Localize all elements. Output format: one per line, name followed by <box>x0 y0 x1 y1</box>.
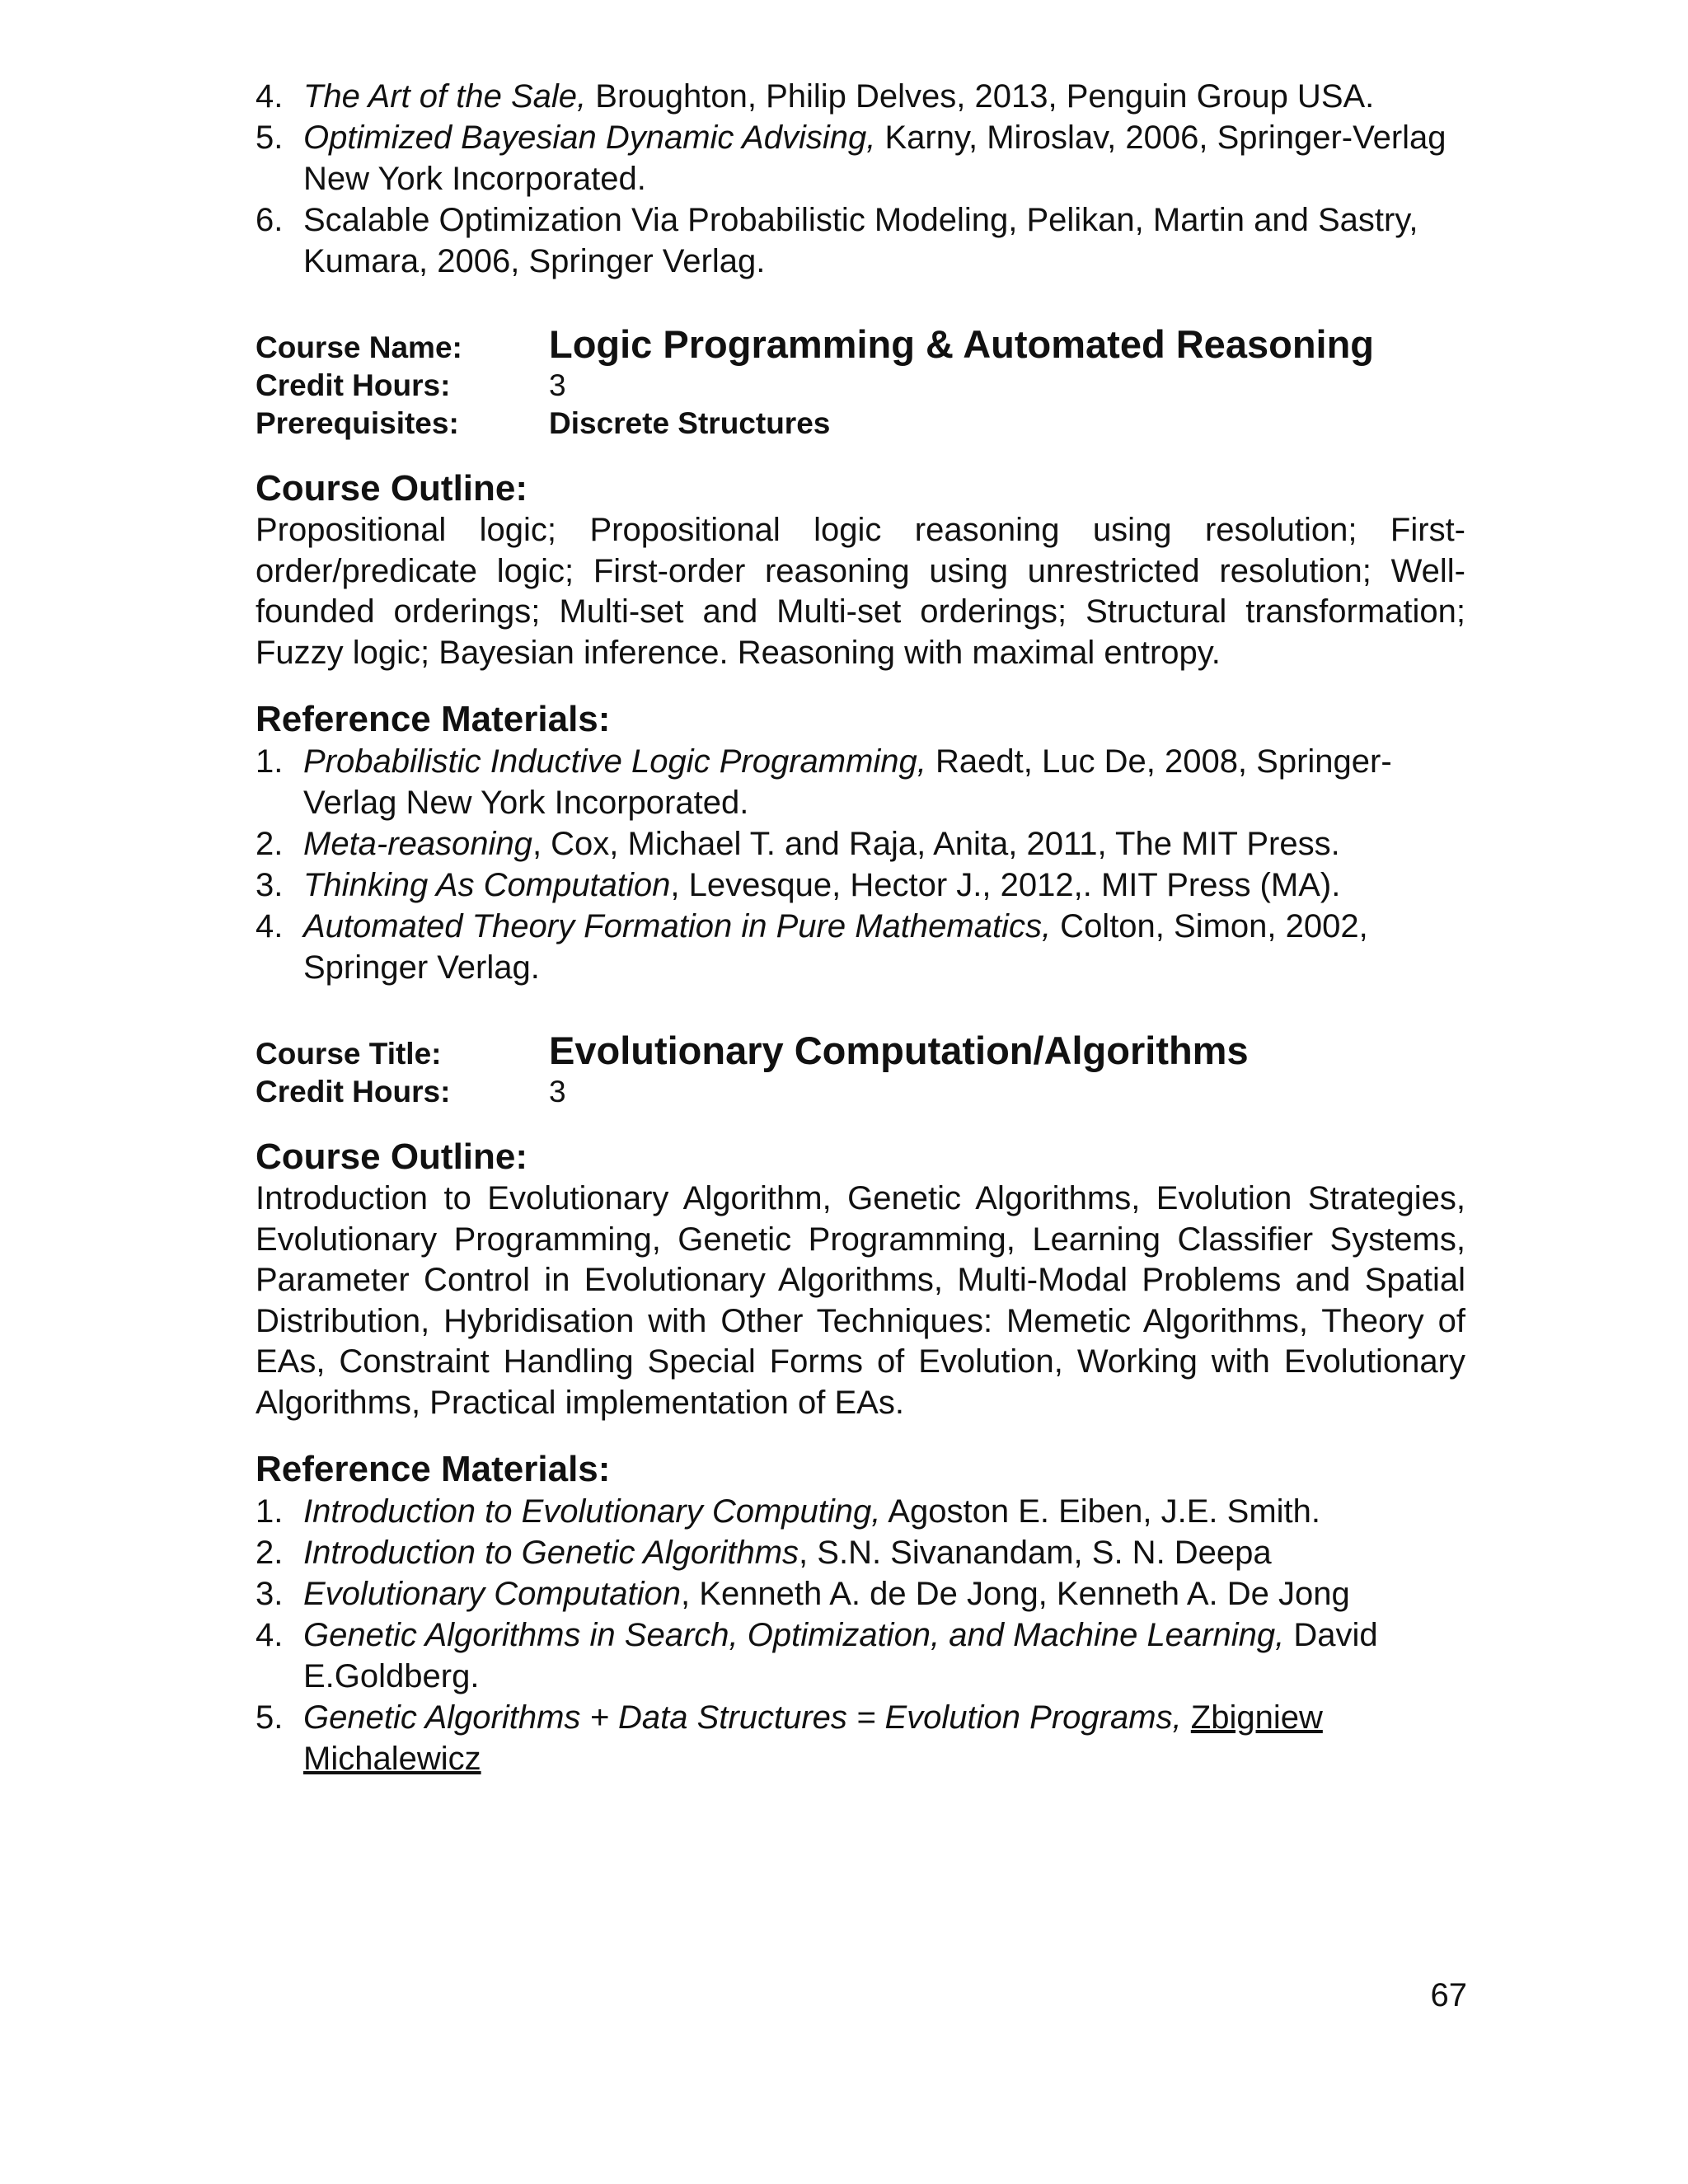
book-details: Raedt, Luc De, 2008, Springer-Verlag New York Incorporated. <box>303 743 1392 821</box>
list-item <box>256 1491 1465 1532</box>
reference-list <box>256 1491 1465 1779</box>
list-number: 3. <box>256 867 284 903</box>
course-title-label: Course Title: <box>256 1037 442 1071</box>
document-page <box>256 76 1465 1779</box>
book-title: Genetic Algorithms in Search, Optimization, and Machine Learning, <box>303 1617 1285 1653</box>
course-name-row <box>256 322 1465 367</box>
book-title: Genetic Algorithms + Data Structures = Evolution Programs, <box>303 1699 1182 1736</box>
list-number: 3. <box>256 1576 284 1612</box>
list-item <box>256 1697 1465 1779</box>
reference-materials-heading: Reference Materials: <box>256 1449 611 1489</box>
course-logic-programming <box>256 322 1465 988</box>
list-item <box>256 1532 1465 1573</box>
list-number: 4. <box>256 908 284 944</box>
book-title: The Art of the Sale, <box>303 78 587 115</box>
book-details: , Cox, Michael T. and Raja, Anita, 2011, The MIT Press. <box>532 826 1340 862</box>
book-details: , Kenneth A. de De Jong, Kenneth A. De Jong <box>681 1576 1350 1612</box>
book-details: Scalable Optimization Via Probabilistic Modeling, Pelikan, Martin and Sastry, Kumara, 2006, Springer Verlag. <box>303 202 1418 279</box>
list-number: 2. <box>256 826 284 862</box>
book-title: Probabilistic Inductive Logic Programming, <box>303 743 926 780</box>
course-title-row <box>256 1031 1465 1073</box>
list-number: 5. <box>256 120 284 156</box>
list-number: 1. <box>256 1493 284 1530</box>
list-number: 4. <box>256 1617 284 1653</box>
course-outline-heading: Course Outline: <box>256 1137 528 1177</box>
list-item <box>256 741 1465 823</box>
list-item <box>256 906 1465 988</box>
book-details: Broughton, Philip Delves, 2013, Penguin Group USA. <box>586 78 1375 115</box>
list-number: 1. <box>256 743 284 780</box>
book-title: Evolutionary Computation <box>303 1576 682 1612</box>
reference-list <box>256 741 1465 988</box>
list-item <box>256 1615 1465 1697</box>
list-item <box>256 76 1465 117</box>
course-outline-text: Propositional logic; Propositional logic reasoning using resolution; First-order/predicate logic; First-order reasoning using unrestricted resolution; Well-founded orderings; Multi-set and Multi-set orderings; Structural transformation; Fuzzy logic; Bayesian inference. Reasoning with maximal entropy. <box>256 512 1465 671</box>
book-details <box>1182 1699 1191 1736</box>
book-title: Introduction to Genetic Algorithms <box>303 1535 799 1571</box>
prerequisites-row <box>256 405 1465 443</box>
credit-hours-row <box>256 1073 1465 1111</box>
book-details: Colton, Simon, 2002, Springer Verlag. <box>303 908 1368 986</box>
course-name-label: Course Name: <box>256 330 462 364</box>
list-number: 2. <box>256 1535 284 1571</box>
list-item <box>256 199 1465 282</box>
credit-hours-value: 3 <box>549 368 566 402</box>
credit-hours-label: Credit Hours: <box>256 368 451 402</box>
list-item <box>256 865 1465 906</box>
book-details: , Levesque, Hector J., 2012,. MIT Press (MA). <box>670 867 1341 903</box>
author-link: Zbigniew Michalewicz <box>303 1699 1323 1777</box>
book-title: Optimized Bayesian Dynamic Advising, <box>303 120 876 156</box>
course-outline-heading: Course Outline: <box>256 468 528 509</box>
book-details: , S.N. Sivanandam, S. N. Deepa <box>799 1535 1272 1571</box>
book-details: Karny, Miroslav, 2006, Springer-Verlag New York Incorporated. <box>303 120 1447 197</box>
book-details: David E.Goldberg. <box>303 1617 1378 1694</box>
book-details: Agoston E. Eiben, J.E. Smith. <box>880 1493 1321 1530</box>
list-item <box>256 1573 1465 1615</box>
list-item <box>256 117 1465 199</box>
reference-materials-heading: Reference Materials: <box>256 699 611 739</box>
credit-hours-value: 3 <box>549 1075 566 1108</box>
course-evolutionary-computation <box>256 1031 1465 1779</box>
course-outline-text: Introduction to Evolutionary Algorithm, Genetic Algorithms, Evolution Strategies, Evolutionary Programming, Genetic Programming, Learning Classifier Systems, Parameter Control in Evolutionary Algorithms, Multi-Modal Problems and Spatial Distribution, Hybridisation with Other Techniques: Memetic Algorithms, Theory of EAs, Constraint Handling Special Forms of Evolution, Working with Evolutionary Algorithms, Practical implementation of EAs. <box>256 1180 1465 1421</box>
course-title-value: Evolutionary Computation/Algorithms <box>549 1029 1249 1072</box>
prerequisites-label: Prerequisites: <box>256 406 459 440</box>
book-title: Introduction to Evolutionary Computing, <box>303 1493 881 1530</box>
credit-hours-label: Credit Hours: <box>256 1075 451 1108</box>
book-title: Automated Theory Formation in Pure Mathematics, <box>303 908 1052 944</box>
list-number: 4. <box>256 78 284 115</box>
prerequisites-value: Discrete Structures <box>549 406 831 440</box>
course-name-value: Logic Programming & Automated Reasoning <box>549 322 1374 366</box>
continued-reference-list <box>256 76 1465 282</box>
list-number: 5. <box>256 1699 284 1736</box>
credit-hours-row <box>256 367 1465 405</box>
book-title: Meta-reasoning <box>303 826 532 862</box>
list-number: 6. <box>256 202 284 238</box>
book-title: Thinking As Computation <box>303 867 671 903</box>
page-number: 67 <box>1430 1977 1467 2013</box>
list-item <box>256 823 1465 865</box>
